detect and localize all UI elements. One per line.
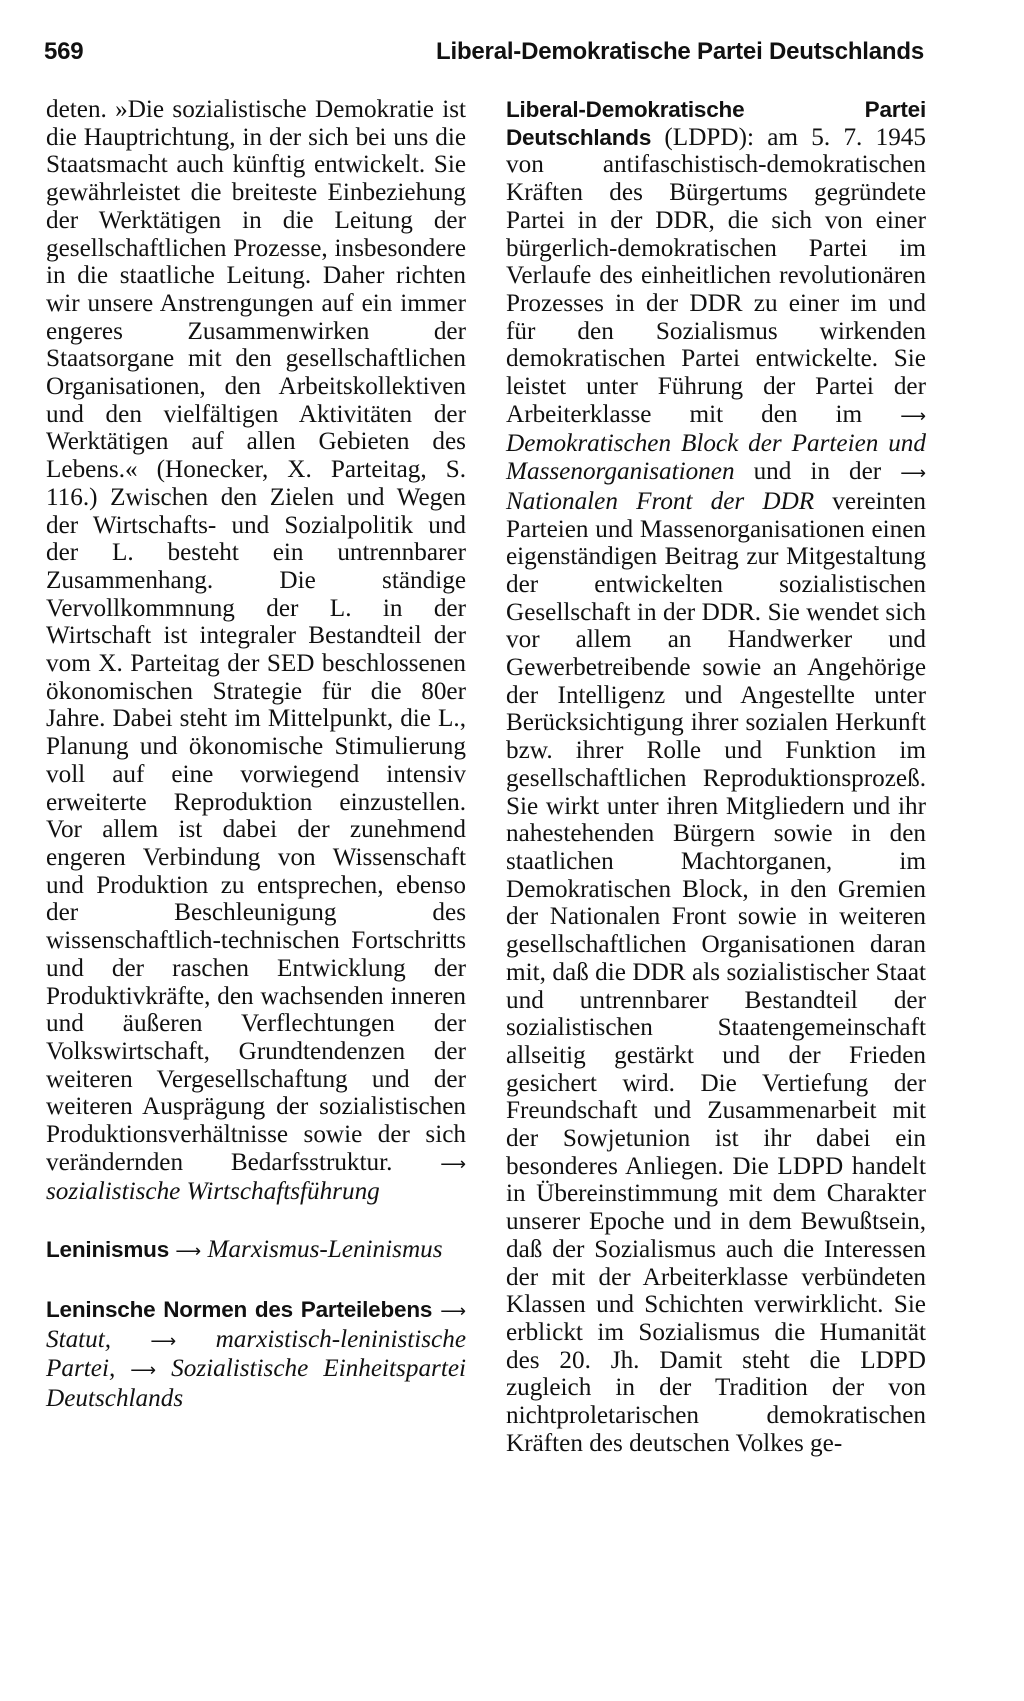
cross-reference-arrow-icon: ⟶ xyxy=(150,1330,177,1352)
continuation-text: deten. »Die sozialistische Demokratie ist die Hauptrichtung, in der sich bei uns die Staatsmacht auch künftig entwickelt. Sie gewährleistet die breiteste Einbeziehung der Werktätigen in die Leitung der gesellschaftlichen Prozesse, insbesondere in die staatliche Leitung. Daher richten wir unsere Anstrengungen auf ein immer engeres Zusammenwirken der Staatsorgane mit den gesellschaftlichen Organisationen, den Arbeitskollektiven und den vielfältigen Aktivitäten der Werktätigen auf allen Gebieten des Lebens.« (Honecker, X. Parteitag, S. 116.) Zwischen den Zielen und Wegen der Wirtschafts- und Sozialpolitik und der L. besteht ein untrennbarer Zusammenhang. Die ständige Vervollkommnung der L. in der Wirtschaft ist integraler Bestandteil der vom X. Parteitag der SED beschlossenen ökonomischen Strategie für die 80er Jahre. Dabei steht im Mittelpunkt, die L., Planung und ökonomische Stimulierung voll auf eine vorwiegend intensiv erweiterte Reproduktion einzustellen. Vor allem ist dabei der zunehmend engeren Verbindung von Wissenschaft und Produktion zu entsprechen, ebenso der Beschleunigung des wissenschaftlich-technischen Fortschritts und der raschen Entwicklung der Produktivkräfte, den wachsenden inneren und äußeren Verflechtungen der Volkswirtschaft, Grundtendenzen der weiteren Vergesellschaftung und der weiteren Ausprägung der sozialistischen Produktionsverhältnisse sowie der sich verändernden Bedarfsstruktur. xyxy=(46,96,466,1176)
running-head: Liberal-Demokratische Partei Deutschlands xyxy=(436,38,924,65)
entry-leninismus xyxy=(46,1236,466,1266)
cross-reference-arrow-icon: ⟶ xyxy=(900,463,927,485)
cross-reference: Nationalen Front der DDR xyxy=(506,487,815,515)
page-number: 569 xyxy=(44,38,84,65)
cross-reference-arrow-icon: ⟶ xyxy=(440,1300,467,1322)
entry-text: vereinten Parteien und Massenorganisationen einen eigenständigen Beitrag zur Mitgestaltung der entwickelten sozialistischen Gesellschaft in der DDR. Sie wendet sich vor allem an Handwerker und Gewerbetreibende sowie an Angehörige der Intelligenz und Angestellte unter Berücksichtigung ihrer sozialen Herkunft bzw. ihrer Rolle und Funktion im gesellschaftlichen Reproduktionsprozeß. Sie wirkt unter ihren Mitgliedern und ihr nahestehenden Bürgern sowie in den staatlichen Machtorganen, im Demokratischen Block, in den Gremien der Nationalen Front sowie in weiteren gesellschaftlichen Organisationen daran mit, daß die DDR als sozialistischer Staat und untrennbarer Bestandteil der sozialistischen Staatengemeinschaft allseitig gestärkt und der Frieden gesichert wird. Die Vertiefung der Freundschaft und Zusammenarbeit mit der Sowjetunion ist ihr dabei ein besonderes Anliegen. Die LDPD handelt in Übereinstimmung mit dem Charakter unserer Epoche und in dem Bewußtsein, daß der Sozialismus auch die Interessen der mit der Arbeiterklasse verbündeten Klassen und Schichten verwirklicht. Sie erblickt im Sozialismus die Humanität des 20. Jh. Damit steht die LDPD zugleich in der Tradition der von nichtproletarischen demokratischen Kräften des deutschen Volkes ge- xyxy=(506,487,926,1457)
cross-reference-arrow-icon: ⟶ xyxy=(175,1241,202,1263)
cross-reference-arrow-icon: ⟶ xyxy=(130,1360,157,1382)
entry-lemma: Leninsche Normen des Parteilebens xyxy=(46,1296,433,1322)
entry-continuation xyxy=(46,96,466,1206)
entry-text: und in der xyxy=(753,458,882,486)
entry-lemma: Leninismus xyxy=(46,1237,170,1263)
cross-reference: Sozialistische Einheitspartei Deutschlands xyxy=(46,1355,467,1412)
cross-reference: Marxismus-Leninismus xyxy=(207,1236,443,1264)
entry-text: (LDPD): am 5. 7. 1945 von antifaschistisch-demokratischen Kräften des Bürgertums gegründete Partei in der DDR, die sich von einer bürgerlich-demokratischen Partei im Verlaufe des einheitlichen revolutionären Prozesses in der DDR zu einer im und für den Sozialismus wirkenden demokratischen Partei entwickelte. Sie leistet unter Führung der Partei der Arbeiterklasse mit den im xyxy=(506,123,926,428)
cross-reference: Statut, xyxy=(46,1325,112,1353)
cross-reference: sozialistische Wirtschaftsführung xyxy=(46,1178,380,1206)
entry-leninsche-normen xyxy=(46,1296,466,1413)
entry-lemma: Liberal-Demokratische Partei Deutschlands xyxy=(506,97,926,150)
cross-reference-arrow-icon: ⟶ xyxy=(900,405,926,427)
cross-reference: marxistisch-leninistische Partei, xyxy=(46,1325,467,1383)
cross-reference-arrow-icon: ⟶ xyxy=(440,1153,466,1175)
cross-reference: Demokratischen Block der Parteien und Massenorganisationen xyxy=(506,430,926,486)
right-column xyxy=(506,96,926,1457)
page-header xyxy=(44,38,924,78)
left-column xyxy=(46,96,466,1413)
entry-ldpd xyxy=(506,96,926,1457)
